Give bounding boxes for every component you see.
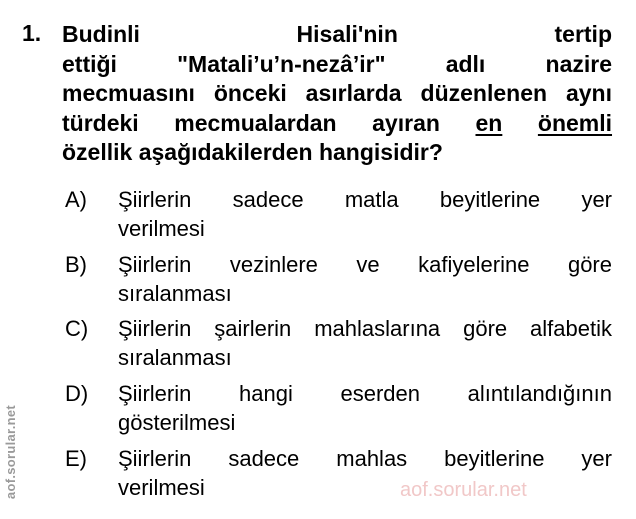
option-d[interactable] (65, 379, 612, 437)
option-line: Şiirlerin hangi eserden alıntılandığının (118, 381, 612, 406)
option-letter: D) (65, 381, 89, 406)
question-number: 1. (22, 20, 42, 46)
question-line: özellik aşağıdakilerden hangisidir? (62, 139, 443, 165)
question-line: mecmuasını önceki asırlarda düzenlenen aynı (62, 80, 612, 106)
option-c[interactable] (65, 314, 612, 372)
option-a[interactable] (65, 185, 612, 243)
emphasis-onemli: önemli (537, 109, 613, 136)
option-b[interactable] (65, 250, 612, 308)
option-line: verilmesi (118, 216, 205, 241)
option-e[interactable] (65, 444, 612, 502)
emphasis-en: en (475, 109, 503, 136)
center-watermark: aof.sorular.net (400, 479, 527, 501)
option-line: sıralanması (118, 281, 232, 306)
option-letter: C) (65, 316, 89, 341)
option-line: sıralanması (118, 345, 232, 370)
question-line-text: türdeki mecmualardan ayıran (62, 109, 440, 136)
option-line: verilmesi (118, 475, 205, 500)
option-letter: B) (65, 252, 87, 277)
question-line: Budinli Hisali'nin tertip (62, 21, 612, 47)
option-letter: A) (65, 187, 87, 212)
option-letter: E) (65, 446, 87, 471)
option-line: Şiirlerin sadece matla beyitlerine yer (118, 187, 612, 212)
side-watermark: aof.sorular.net (3, 405, 18, 500)
option-line: Şiirlerin sadece mahlas beyitlerine yer (118, 446, 612, 471)
question-text (62, 20, 612, 168)
option-line: Şiirlerin vezinlere ve kafiyelerine göre (118, 252, 612, 277)
option-line: gösterilmesi (118, 410, 236, 435)
question-line (62, 109, 612, 139)
option-line: Şiirlerin şairlerin mahlaslarına göre alfabetik (118, 316, 612, 341)
question-line: ettiği "Matali’u’n-nezâ’ir" adlı nazire (62, 50, 612, 77)
